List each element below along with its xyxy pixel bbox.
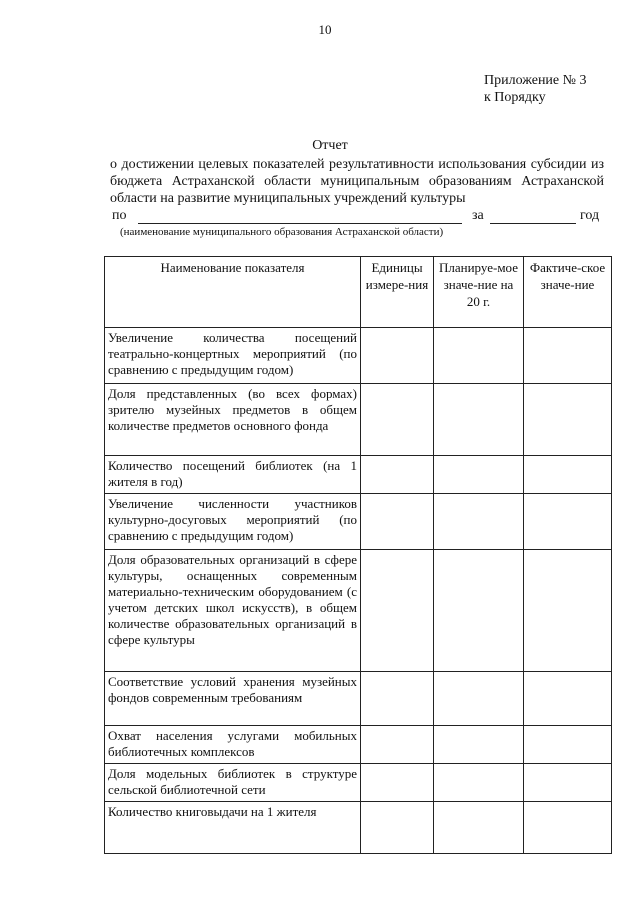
row-indicator-name: Количество книговыдачи на 1 жителя — [105, 802, 361, 854]
table-row — [105, 726, 612, 764]
row-units-cell[interactable] — [361, 550, 434, 672]
row-indicator-name: Доля модельных библиотек в структуре сельской библиотечной сети — [105, 764, 361, 802]
table-row — [105, 764, 612, 802]
period-god-label: год — [580, 208, 600, 223]
row-actual-cell[interactable] — [524, 456, 612, 494]
row-planned-cell[interactable] — [434, 672, 524, 726]
row-planned-cell[interactable] — [434, 384, 524, 456]
row-units-cell[interactable] — [361, 494, 434, 550]
row-planned-cell[interactable] — [434, 328, 524, 384]
indicators-table — [104, 256, 612, 854]
table-row — [105, 456, 612, 494]
report-subtitle: о достижении целевых показателей результативности использования субсидии из бюджета Астраханской области муниципальным образованиям Астраханской области на развитие муниципальных учреждений культуры — [110, 157, 604, 206]
year-field[interactable] — [490, 223, 576, 224]
row-planned-cell[interactable] — [434, 764, 524, 802]
row-indicator-name: Увеличение количества посещений театрально-концертных мероприятий (по сравнению с предыдущим годом) — [105, 328, 361, 384]
appendix-line-2: к Порядку — [484, 90, 546, 105]
header-planned-prefix: Планируе-мое значе-ние на — [439, 260, 518, 292]
table-row — [105, 384, 612, 456]
row-indicator-name: Количество посещений библиотек (на 1 жителя в год) — [105, 456, 361, 494]
row-planned-cell[interactable] — [434, 494, 524, 550]
header-actual-value: Фактиче-ское значе-ние — [524, 257, 612, 328]
row-planned-cell[interactable] — [434, 550, 524, 672]
row-units-cell[interactable] — [361, 726, 434, 764]
table-row — [105, 550, 612, 672]
appendix-label — [484, 72, 587, 106]
row-planned-cell[interactable] — [434, 456, 524, 494]
row-actual-cell[interactable] — [524, 550, 612, 672]
municipality-caption: (наименование муниципального образования Астраханской области) — [120, 226, 444, 238]
table-row — [105, 494, 612, 550]
row-units-cell[interactable] — [361, 456, 434, 494]
row-planned-cell[interactable] — [434, 726, 524, 764]
row-actual-cell[interactable] — [524, 802, 612, 854]
row-units-cell[interactable] — [361, 802, 434, 854]
page-number: 10 — [318, 22, 332, 37]
row-units-cell[interactable] — [361, 672, 434, 726]
row-units-cell[interactable] — [361, 384, 434, 456]
row-units-cell[interactable] — [361, 328, 434, 384]
period-za-label: за — [472, 208, 484, 223]
header-units: Единицы измере-ния — [361, 257, 434, 328]
row-units-cell[interactable] — [361, 764, 434, 802]
table-row — [105, 802, 612, 854]
row-actual-cell[interactable] — [524, 494, 612, 550]
row-indicator-name: Доля представленных (во всех формах) зрителю музейных предметов в общем количестве предметов основного фонда — [105, 384, 361, 456]
row-actual-cell[interactable] — [524, 384, 612, 456]
table-row — [105, 672, 612, 726]
header-planned-year: 20 г. — [466, 294, 491, 309]
row-indicator-name: Соответствие условий хранения музейных фондов современным требованиям — [105, 672, 361, 726]
row-actual-cell[interactable] — [524, 764, 612, 802]
row-indicator-name: Доля образовательных организаций в сфере культуры, оснащенных современным материально-техническим оборудованием (с учетом детских школ искусств), в общем количестве образовательных организаций в сфере культуры — [105, 550, 361, 672]
row-actual-cell[interactable] — [524, 672, 612, 726]
table-header-row — [105, 257, 612, 328]
header-indicator-name: Наименование показателя — [105, 257, 361, 328]
row-actual-cell[interactable] — [524, 328, 612, 384]
appendix-line-1: Приложение № 3 — [484, 73, 587, 88]
period-po-label: по — [112, 208, 127, 223]
row-actual-cell[interactable] — [524, 726, 612, 764]
report-title: Отчет — [312, 138, 348, 153]
header-planned-value — [434, 257, 524, 328]
row-indicator-name: Увеличение численности участников культурно-досуговых мероприятий (по сравнению с предыдущим годом) — [105, 494, 361, 550]
table-row — [105, 328, 612, 384]
municipality-name-field[interactable] — [138, 223, 462, 224]
row-planned-cell[interactable] — [434, 802, 524, 854]
row-indicator-name: Охват населения услугами мобильных библиотечных комплексов — [105, 726, 361, 764]
